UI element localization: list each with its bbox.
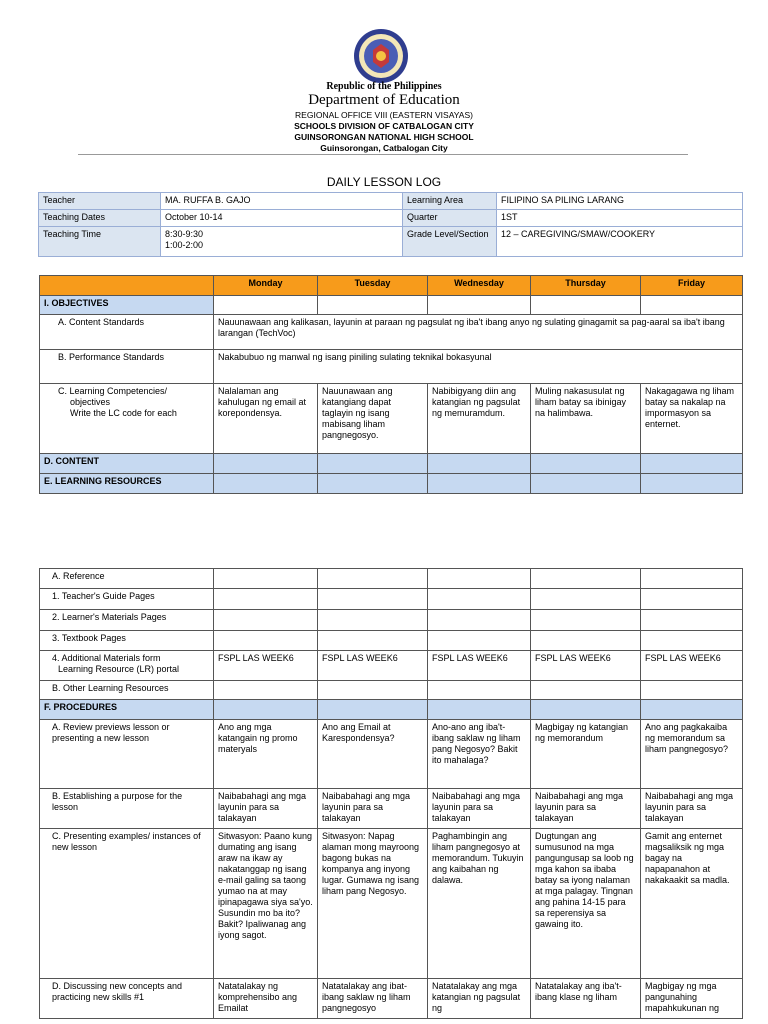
table-cell bbox=[531, 681, 641, 700]
day-header-monday: Monday bbox=[214, 276, 318, 296]
review-thursday: Magbigay ng katangian ng memorandum bbox=[531, 720, 641, 789]
teacher-value: MA. RUFFA B. GAJO bbox=[161, 193, 403, 210]
table-cell bbox=[531, 700, 641, 720]
table-cell bbox=[641, 681, 743, 700]
quarter-value: 1ST bbox=[497, 210, 743, 227]
table-cell bbox=[318, 589, 428, 610]
purpose-friday: Naibabahagi ang mga layunin para sa talakayan bbox=[641, 789, 743, 829]
table-cell bbox=[531, 631, 641, 651]
quarter-label: Quarter bbox=[403, 210, 497, 227]
competencies-label-line2: objectives bbox=[70, 397, 111, 407]
additional-materials-tuesday: FSPL LAS WEEK6 bbox=[318, 651, 428, 681]
table-cell bbox=[641, 296, 743, 315]
info-table bbox=[38, 192, 743, 257]
examples-label: C. Presenting examples/ instances of new lesson bbox=[40, 829, 214, 979]
table-cell bbox=[318, 681, 428, 700]
table-cell bbox=[531, 589, 641, 610]
textbook-pages-label: 3. Textbook Pages bbox=[40, 631, 214, 651]
competency-friday: Nakagagawa ng liham batay sa nakalap na impormasyon sa enternet. bbox=[641, 384, 743, 454]
day-header-wednesday: Wednesday bbox=[428, 276, 531, 296]
teaching-time-label: Teaching Time bbox=[39, 227, 161, 257]
teaching-dates-value: October 10-14 bbox=[161, 210, 403, 227]
republic-heading: Republic of the Philippines bbox=[326, 81, 442, 92]
day-header-friday: Friday bbox=[641, 276, 743, 296]
competency-wednesday: Nabibigyang diin ang katangian ng pagsulat ng memuramdum. bbox=[428, 384, 531, 454]
table-cell bbox=[428, 569, 531, 589]
competencies-label-line3: Write the LC code for each bbox=[70, 408, 177, 418]
division-line: SCHOOLS DIVISION OF CATBALOGAN CITY bbox=[294, 121, 474, 131]
table-cell bbox=[214, 296, 318, 315]
day-header-tuesday: Tuesday bbox=[318, 276, 428, 296]
table-cell bbox=[214, 569, 318, 589]
examples-monday: Sitwasyon: Paano kung dumating ang isang araw na ikaw ay nakatanggap ng isang e-mail galing sa taong yumao na at may ipinapagawa siya sa'yo. Susundin mo ba ito? Bakit? Ipaliwanag ang iyong sagot. bbox=[214, 829, 318, 979]
table-cell bbox=[641, 589, 743, 610]
review-friday: Ano ang pagkakaiba ng memorandum sa liham pangnegosyo? bbox=[641, 720, 743, 789]
table-cell bbox=[641, 610, 743, 631]
table-cell bbox=[428, 681, 531, 700]
additional-materials-label bbox=[40, 651, 214, 681]
review-label: A. Review previews lesson or presenting a new lesson bbox=[40, 720, 214, 789]
review-monday: Ano ang mga katangain ng promo materyals bbox=[214, 720, 318, 789]
time-slot-2: 1:00-2:00 bbox=[165, 240, 204, 250]
table-cell bbox=[214, 474, 318, 494]
table-cell bbox=[531, 610, 641, 631]
learning-area-value: FILIPINO SA PILING LARANG bbox=[497, 193, 743, 210]
document-title: DAILY LESSON LOG bbox=[326, 175, 442, 189]
competency-monday: Nalalaman ang kahulugan ng email at korepondensya. bbox=[214, 384, 318, 454]
reference-label: A. Reference bbox=[40, 569, 214, 589]
table-cell bbox=[641, 454, 743, 474]
competencies-label-line1: C. Learning Competencies/ bbox=[58, 386, 168, 396]
table-cell bbox=[428, 296, 531, 315]
table-cell bbox=[318, 296, 428, 315]
table-cell bbox=[641, 474, 743, 494]
table-cell bbox=[318, 610, 428, 631]
address-line: Guinsorongan, Catbalogan City bbox=[320, 143, 448, 153]
table-cell bbox=[214, 631, 318, 651]
procedures-heading: F. PROCEDURES bbox=[40, 700, 214, 720]
table-cell bbox=[214, 610, 318, 631]
additional-materials-monday: FSPL LAS WEEK6 bbox=[214, 651, 318, 681]
learning-resources-heading: E. LEARNING RESOURCES bbox=[40, 474, 214, 494]
objectives-heading: I. OBJECTIVES bbox=[40, 296, 214, 315]
table-cell bbox=[428, 610, 531, 631]
review-tuesday: Ano ang Email at Karespondensya? bbox=[318, 720, 428, 789]
header-divider bbox=[78, 154, 688, 155]
examples-friday: Gamit ang enternet magsaliksik ng mga bagay na napapanahon at nakakaakit sa madla. bbox=[641, 829, 743, 979]
table-cell bbox=[214, 454, 318, 474]
purpose-thursday: Naibabahagi ang mga layunin para sa talakayan bbox=[531, 789, 641, 829]
examples-wednesday: Paghambingin ang liham pangnegosyo at memorandum. Tukuyin ang kaibahan ng dalawa. bbox=[428, 829, 531, 979]
purpose-wednesday: Naibabahagi ang mga layunin para sa talakayan bbox=[428, 789, 531, 829]
table-cell bbox=[428, 474, 531, 494]
teachers-guide-label: 1. Teacher's Guide Pages bbox=[40, 589, 214, 610]
performance-standards-value: Nakabubuo ng manwal ng isang piniling sulating teknikal bokasyunal bbox=[214, 350, 743, 384]
table-cell bbox=[318, 474, 428, 494]
table-cell bbox=[531, 454, 641, 474]
table-cell bbox=[641, 700, 743, 720]
procedures-table bbox=[39, 568, 743, 1019]
table-cell bbox=[531, 569, 641, 589]
day-header-thursday: Thursday bbox=[531, 276, 641, 296]
table-cell bbox=[214, 700, 318, 720]
teacher-label: Teacher bbox=[39, 193, 161, 210]
teaching-time-value bbox=[161, 227, 403, 257]
purpose-label: B. Establishing a purpose for the lesson bbox=[40, 789, 214, 829]
table-cell bbox=[214, 681, 318, 700]
grade-level-label: Grade Level/Section bbox=[403, 227, 497, 257]
discuss-label: D. Discussing new concepts and practicing new skills #1 bbox=[40, 979, 214, 1019]
day-header-blank bbox=[40, 276, 214, 296]
performance-standards-label: B. Performance Standards bbox=[40, 350, 214, 384]
review-wednesday: Ano-ano ang iba't-ibang saklaw ng liham pang Negosyo? Bakit ito mahalaga? bbox=[428, 720, 531, 789]
table-cell bbox=[531, 296, 641, 315]
competency-thursday: Muling nakasusulat ng liham batay sa ibinigay na halimbawa. bbox=[531, 384, 641, 454]
table-cell bbox=[318, 700, 428, 720]
table-cell bbox=[318, 631, 428, 651]
content-standards-label: A. Content Standards bbox=[40, 315, 214, 350]
objectives-table bbox=[39, 275, 743, 494]
purpose-monday: Naibabahagi ang mga layunin para sa talakayan bbox=[214, 789, 318, 829]
additional-materials-thursday: FSPL LAS WEEK6 bbox=[531, 651, 641, 681]
deped-seal-logo bbox=[353, 28, 409, 84]
discuss-wednesday: Natatalakay ang mga katangian ng pagsulat ng bbox=[428, 979, 531, 1019]
school-line: GUINSORONGAN NATIONAL HIGH SCHOOL bbox=[294, 132, 474, 142]
table-cell bbox=[428, 631, 531, 651]
learners-materials-label: 2. Learner's Materials Pages bbox=[40, 610, 214, 631]
learning-area-label: Learning Area bbox=[403, 193, 497, 210]
table-cell bbox=[214, 589, 318, 610]
additional-materials-wednesday: FSPL LAS WEEK6 bbox=[428, 651, 531, 681]
additional-materials-line2: Learning Resource (LR) portal bbox=[58, 664, 180, 674]
table-cell bbox=[428, 454, 531, 474]
other-resources-label: B. Other Learning Resources bbox=[40, 681, 214, 700]
discuss-thursday: Natatalakay ang iba't-ibang klase ng liham bbox=[531, 979, 641, 1019]
table-cell bbox=[641, 569, 743, 589]
discuss-monday: Natatalakay ng komprehensibo ang Emailat bbox=[214, 979, 318, 1019]
discuss-tuesday: Natatalakay ang ibat-ibang saklaw ng liham pangnegosyo bbox=[318, 979, 428, 1019]
competency-tuesday: Nauunawaan ang katangiang dapat taglayin ng isang mabisang liham pangnegosyo. bbox=[318, 384, 428, 454]
time-slot-1: 8:30-9:30 bbox=[165, 229, 204, 239]
examples-thursday: Dugtungan ang sumusunod na mga pangungusap sa loob ng mga kahon sa ibaba batay sa iyong nalaman at mga palagay. Tingnan ang pahina 14-15 para sa reperensiya sa gawaing ito. bbox=[531, 829, 641, 979]
table-cell bbox=[531, 474, 641, 494]
examples-tuesday: Sitwasyon: Napag alaman mong mayroong bagong bukas na kompanya ang inyong lugar. Gumawa ng isang liham pang Negosyo. bbox=[318, 829, 428, 979]
discuss-friday: Magbigay ng mga pangunahing mapahkukunan ng bbox=[641, 979, 743, 1019]
content-heading: D. CONTENT bbox=[40, 454, 214, 474]
grade-level-value: 12 – CAREGIVING/SMAW/COOKERY bbox=[497, 227, 743, 257]
region-line: REGIONAL OFFICE VIII (EASTERN VISAYAS) bbox=[295, 110, 473, 120]
purpose-tuesday: Naibabahagi ang mga layunin para sa talakayan bbox=[318, 789, 428, 829]
content-standards-value: Nauunawaan ang kalikasan, layunin at paraan ng pagsulat ng iba't ibang anyo ng sulating ginagamit sa pag-aaral sa iba't ibang larangan (TechVoc) bbox=[214, 315, 743, 350]
teaching-dates-label: Teaching Dates bbox=[39, 210, 161, 227]
department-heading: Department of Education bbox=[308, 92, 460, 108]
table-cell bbox=[428, 589, 531, 610]
table-cell bbox=[318, 454, 428, 474]
table-cell bbox=[428, 700, 531, 720]
additional-materials-line1: 4. Additional Materials form bbox=[52, 653, 161, 663]
table-cell bbox=[641, 631, 743, 651]
additional-materials-friday: FSPL LAS WEEK6 bbox=[641, 651, 743, 681]
competencies-label bbox=[40, 384, 214, 454]
table-cell bbox=[318, 569, 428, 589]
